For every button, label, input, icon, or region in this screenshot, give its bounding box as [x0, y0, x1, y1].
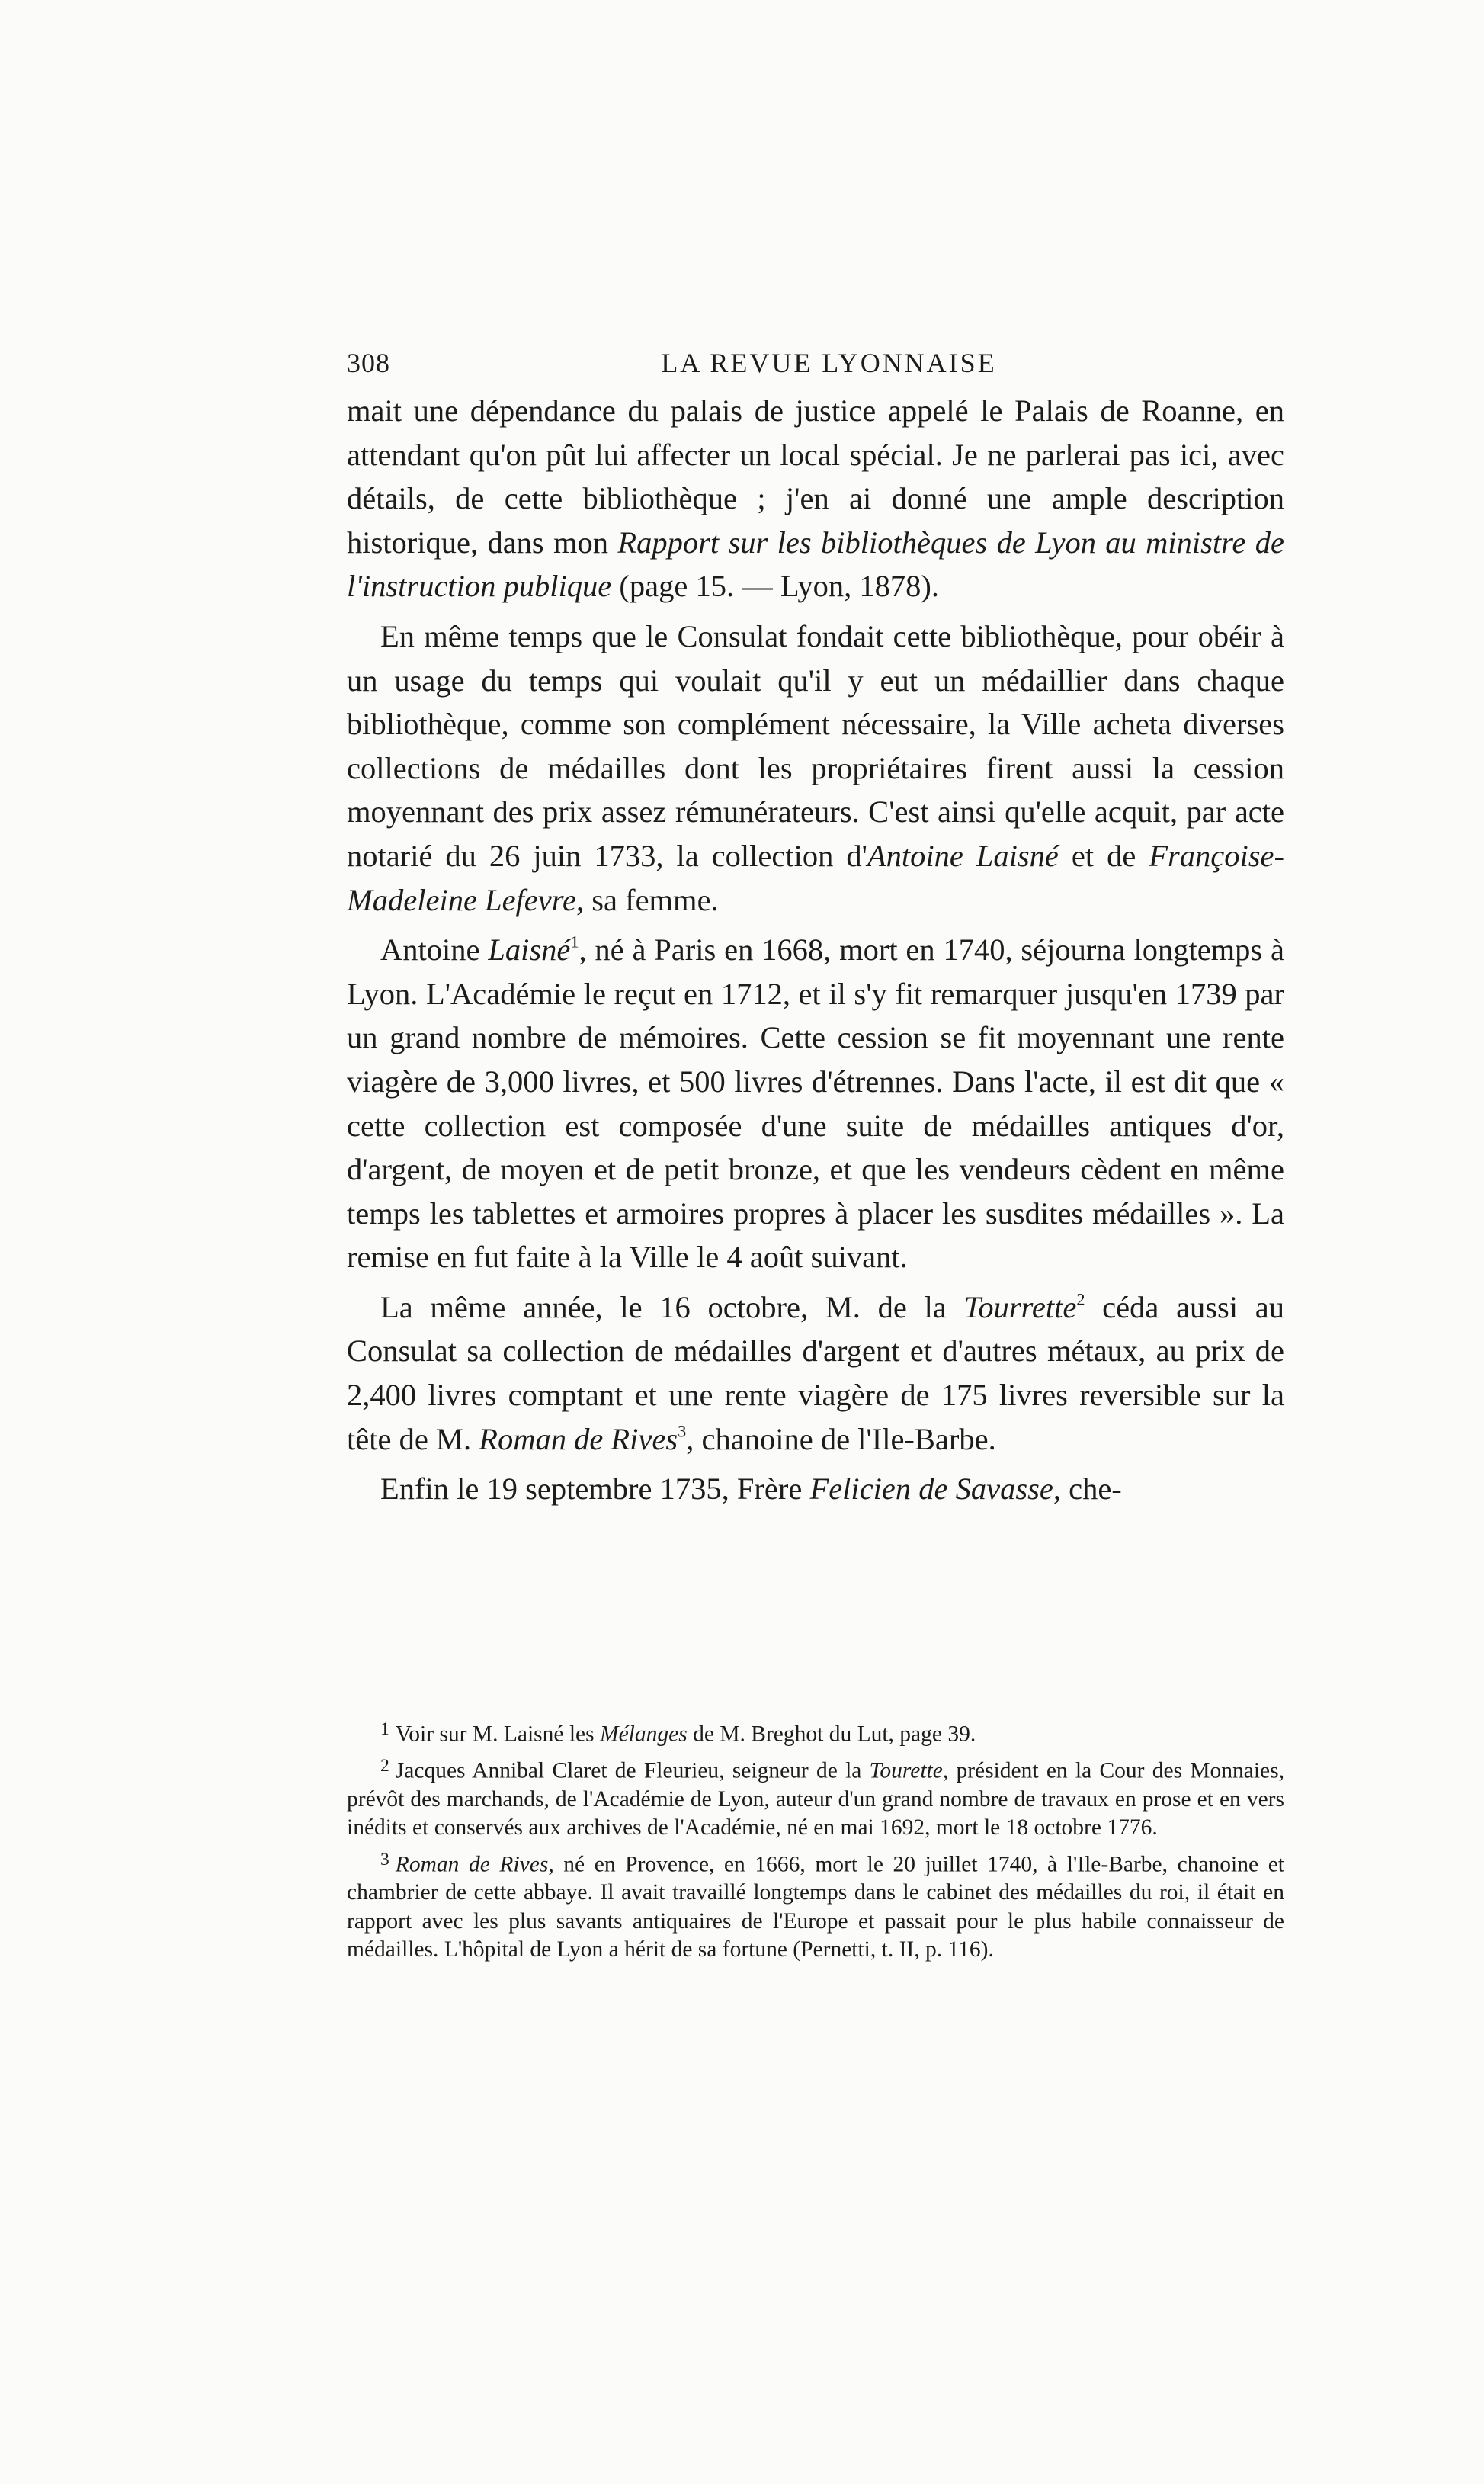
- footnote: [347, 1715, 1284, 1749]
- italic-text: Rapport sur les bibliothèques de Lyon au ministre de l'instruction publique: [347, 525, 1284, 604]
- footnote-ref: 1: [570, 932, 579, 952]
- paragraph: [347, 615, 1284, 922]
- footnote: [347, 1846, 1284, 1965]
- paragraph: [347, 1285, 1284, 1461]
- text-run: céda aussi au Consulat sa collection de médailles d'argent et d'autres métaux, au prix de 2,400 livres comptant et une rente viagère de 175 livres reversible sur la tête de M.: [347, 1289, 1285, 1456]
- text-run: et de: [1058, 838, 1149, 873]
- paragraph: [347, 389, 1284, 608]
- paragraph: [347, 1467, 1284, 1511]
- text-run: (page 15. — Lyon, 1878).: [611, 569, 939, 604]
- italic-text: Roman de Rives: [479, 1421, 678, 1456]
- text-run: de M. Breghot du Lut, page 39.: [687, 1722, 976, 1747]
- text-run: La même année, le 16 octobre, M. de la: [380, 1289, 964, 1324]
- italic-text: Roman de Rives: [395, 1851, 549, 1876]
- running-header: [347, 347, 1280, 385]
- text-run: , né en Provence, en 1666, mort le 20 juillet 1740, à l'Ile-Barbe, chanoine et chambrier de cette abbaye. Il avait travaillé longtemps dans le cabinet des médailles du roi, il était en rapport avec les plus savants antiquaires de l'Europe et passait pour le plus habile connaisseur de médailles. L'hôpital de Lyon a hérit de sa fortune (Pernetti, t. II, p. 116).: [347, 1851, 1284, 1962]
- running-title: LA REVUE LYONNAISE: [661, 348, 997, 378]
- text-run: En même temps que le Consulat fondait cette bibliothèque, pour obéir à un usage du temps qui voulait qu'il y eut un médaillier dans chaque bibliothèque, comme son complément nécessaire, la Ville acheta diverses collections de médailles dont les propriétaires firent aussi la cession moyennant des prix assez rémunérateurs. C'est ainsi qu'elle acquit, par acte notarié du 26 juin 1733, la collection d': [347, 618, 1284, 873]
- text-run: , chanoine de l'Ile-Barbe.: [686, 1421, 996, 1456]
- italic-text: Mélanges: [600, 1722, 688, 1747]
- italic-text: Laisné: [488, 932, 571, 968]
- footnote-mark: 1: [380, 1719, 389, 1739]
- text-run: Voir sur M. Laisné les: [395, 1722, 601, 1747]
- text-run: , sa femme.: [575, 882, 719, 917]
- italic-text: Tourette: [869, 1758, 943, 1783]
- footnotes: [347, 1715, 1284, 1965]
- text-run: , che-: [1053, 1471, 1122, 1507]
- text-run: Antoine: [380, 932, 489, 968]
- main-text: [347, 389, 1284, 1511]
- footnote-mark: 3: [380, 1849, 389, 1869]
- italic-text: Antoine Laisné: [867, 838, 1059, 873]
- text-run: Jacques Annibal Claret de Fleurieu, seigneur de la: [395, 1758, 870, 1783]
- text-run: Enfin le 19 septembre 1735, Frère: [380, 1471, 810, 1507]
- text-run: mait une dépendance du palais de justice appelé le Palais de Roanne, en attendant qu'on pût lui affecter un local spécial. Je ne parlerai pas ici, avec détails, de cette bibliothèque ; j'en ai donné une ample description historique, dans mon: [347, 393, 1284, 560]
- text-run: , né à Paris en 1668, mort en 1740, séjourna longtemps à Lyon. L'Académie le reçut en 1712, et il s'y fit remarquer jusqu'en 1739 par un grand nombre de mémoires. Cette cession se fit moyennant une rente viagère de 3,000 livres, et 500 livres d'étrennes. Dans l'acte, il est dit que « cette collection est composée d'une suite de médailles antiques d'or, d'argent, de moyen et de petit bronze, et que les vendeurs cèdent en même temps les tablettes et armoires propres à placer les susdites médailles ». La remise en fut faite à la Ville le 4 août suivant.: [347, 932, 1284, 1275]
- footnote-mark: 2: [380, 1755, 389, 1776]
- italic-text: Felicien de Savasse: [809, 1471, 1053, 1507]
- paragraph: [347, 928, 1284, 1279]
- italic-text: Françoise-Madeleine Lefevre: [347, 838, 1284, 917]
- footnote: [347, 1752, 1284, 1843]
- footnote-ref: 2: [1076, 1289, 1085, 1309]
- footnote-ref: 3: [678, 1420, 687, 1440]
- italic-text: Tourrette: [963, 1289, 1077, 1324]
- page-number: 308: [347, 348, 390, 378]
- text-run: , président en la Cour des Monnaies, prévôt des marchands, de l'Académie de Lyon, auteur d'un grand nombre de travaux en prose et en vers inédits et conservés aux archives de l'Académie, né en mai 1692, mort le 18 octobre 1776.: [347, 1758, 1284, 1840]
